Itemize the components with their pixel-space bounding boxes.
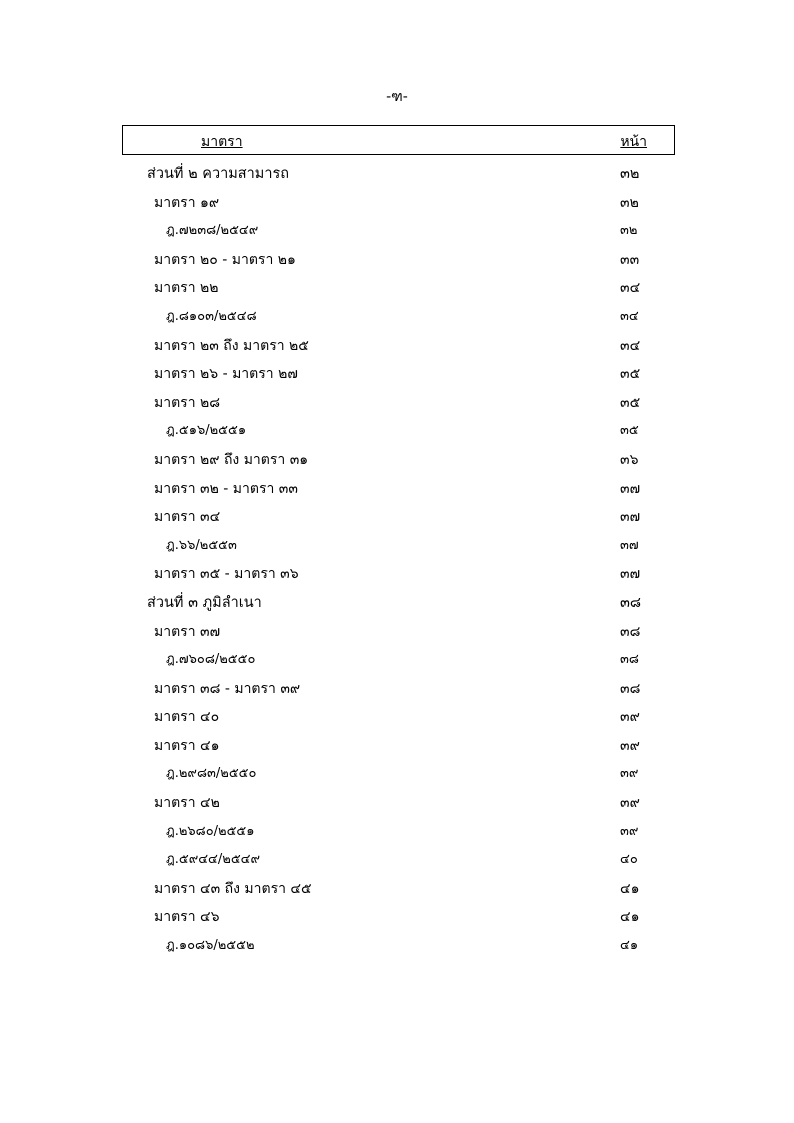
toc-entry-label: มาตรา ๒๓ ถึง มาตรา ๒๕ — [154, 337, 309, 354]
toc-entry-article — [0, 618, 794, 647]
toc-entry-page: ๓๗ — [620, 480, 641, 497]
toc-entry-page: ๓๗ — [620, 566, 641, 583]
toc-entry-section — [0, 589, 794, 618]
toc-entry-page: ๓๘ — [620, 680, 641, 697]
toc-entry-label: ฎ.๘๑๐๓/๒๕๔๘ — [166, 308, 257, 324]
toc-entry-page: ๓๒ — [620, 166, 640, 182]
table-header — [122, 125, 675, 155]
toc-entry-article — [0, 274, 794, 303]
toc-entry-page: ๓๙ — [620, 766, 639, 782]
toc-entry-label: มาตรา ๒๐ - มาตรา ๒๑ — [154, 251, 296, 268]
toc-entry-page: ๓๒ — [620, 194, 639, 211]
toc-entry-page: ๔๑ — [620, 909, 640, 926]
toc-entry-article — [0, 475, 794, 504]
toc-entry-label: มาตรา ๓๒ - มาตรา ๓๓ — [154, 480, 298, 497]
toc-entry-label: มาตรา ๓๕ - มาตรา ๓๖ — [154, 566, 299, 583]
toc-entry-page: ๓๕ — [620, 423, 639, 439]
toc-entry-ruling — [0, 932, 794, 961]
toc-entry-page: ๓๔ — [620, 337, 641, 354]
toc-entry-label: มาตรา ๔๒ — [154, 795, 220, 812]
header-article-label: มาตรา — [201, 134, 243, 150]
toc-entry-label: มาตรา ๒๖ - มาตรา ๒๗ — [154, 366, 298, 383]
toc-entry-label: มาตรา ๔๖ — [154, 909, 220, 926]
toc-entry-article — [0, 789, 794, 818]
toc-entry-ruling — [0, 818, 794, 847]
toc-entry-label: ส่วนที่ ๓ ภูมิลำเนา — [147, 594, 262, 611]
toc-entry-label: ฎ.๗๖๐๘/๒๕๕๐ — [166, 652, 256, 668]
toc-entry-page: ๓๘ — [620, 652, 639, 668]
toc-entry-ruling — [0, 760, 794, 789]
toc-entry-article — [0, 675, 794, 704]
page-number: -ฑ- — [386, 89, 408, 105]
toc-entry-article — [0, 446, 794, 475]
toc-entry-page: ๓๕ — [620, 366, 641, 383]
toc-entry-label: มาตรา ๔๑ — [154, 737, 220, 754]
toc-entry-label: ฎ.๑๐๘๖/๒๕๕๒ — [166, 938, 255, 954]
toc-entry-label: มาตรา ๓๔ — [154, 509, 221, 526]
toc-entry-page: ๓๓ — [620, 251, 640, 268]
toc-entry-page: ๓๖ — [620, 451, 639, 468]
toc-entry-page: ๓๗ — [620, 509, 641, 526]
toc-entry-article — [0, 332, 794, 361]
toc-entry-label: ฎ.๕๑๖/๒๕๕๑ — [166, 423, 247, 439]
toc-entry-label: ฎ.๕๙๔๔/๒๕๔๙ — [166, 852, 261, 868]
toc-entry-label: มาตรา ๒๒ — [154, 280, 219, 297]
toc-entry-ruling — [0, 303, 794, 332]
toc-entry-label: ฎ.๒๙๘๓/๒๕๕๐ — [166, 766, 257, 782]
toc-entry-page: ๓๘ — [620, 623, 641, 640]
toc-entry-article — [0, 360, 794, 389]
header-page-label: หน้า — [620, 134, 647, 150]
toc-entry-page: ๔๐ — [620, 852, 638, 868]
toc-entry-page: ๓๙ — [620, 737, 640, 754]
toc-entry-label: ฎ.๖๖/๒๕๕๓ — [166, 537, 237, 553]
toc-entry-label: มาตรา ๑๙ — [154, 194, 220, 211]
table-of-contents — [0, 160, 794, 961]
toc-entry-article — [0, 389, 794, 418]
toc-entry-page: ๓๙ — [620, 709, 640, 726]
toc-entry-ruling — [0, 532, 794, 561]
toc-entry-page: ๔๑ — [620, 938, 639, 954]
toc-entry-page: ๓๙ — [620, 823, 639, 839]
toc-entry-ruling — [0, 217, 794, 246]
toc-entry-page: ๓๔ — [620, 280, 641, 297]
toc-entry-label: ส่วนที่ ๒ ความสามารถ — [147, 166, 290, 182]
toc-entry-article — [0, 560, 794, 589]
toc-entry-label: ฎ.๒๖๘๐/๒๕๕๑ — [166, 823, 255, 839]
toc-entry-article — [0, 732, 794, 761]
toc-entry-article — [0, 189, 794, 218]
toc-entry-label: มาตรา ๓๘ - มาตรา ๓๙ — [154, 680, 301, 697]
toc-entry-label: มาตรา ๔๐ — [154, 709, 220, 726]
toc-entry-label: มาตรา ๒๙ ถึง มาตรา ๓๑ — [154, 451, 309, 468]
toc-entry-label: ฎ.๗๒๓๘/๒๕๔๙ — [166, 223, 259, 239]
toc-entry-article — [0, 503, 794, 532]
toc-entry-ruling — [0, 417, 794, 446]
toc-entry-page: ๓๗ — [620, 537, 639, 553]
toc-entry-ruling — [0, 646, 794, 675]
toc-entry-label: มาตรา ๔๓ ถึง มาตรา ๔๕ — [154, 880, 312, 897]
toc-entry-article — [0, 903, 794, 932]
toc-entry-ruling — [0, 846, 794, 875]
toc-entry-article — [0, 875, 794, 904]
toc-entry-page: ๓๙ — [620, 795, 640, 812]
toc-entry-article — [0, 246, 794, 275]
toc-entry-label: มาตรา ๒๘ — [154, 394, 221, 411]
toc-entry-page: ๔๑ — [620, 880, 640, 897]
toc-entry-page: ๓๔ — [620, 308, 639, 324]
toc-entry-page: ๓๕ — [620, 394, 641, 411]
toc-entry-label: มาตรา ๓๗ — [154, 623, 221, 640]
toc-entry-page: ๓๘ — [620, 594, 642, 611]
toc-entry-page: ๓๒ — [620, 223, 638, 239]
toc-entry-section — [0, 160, 794, 189]
toc-entry-article — [0, 703, 794, 732]
